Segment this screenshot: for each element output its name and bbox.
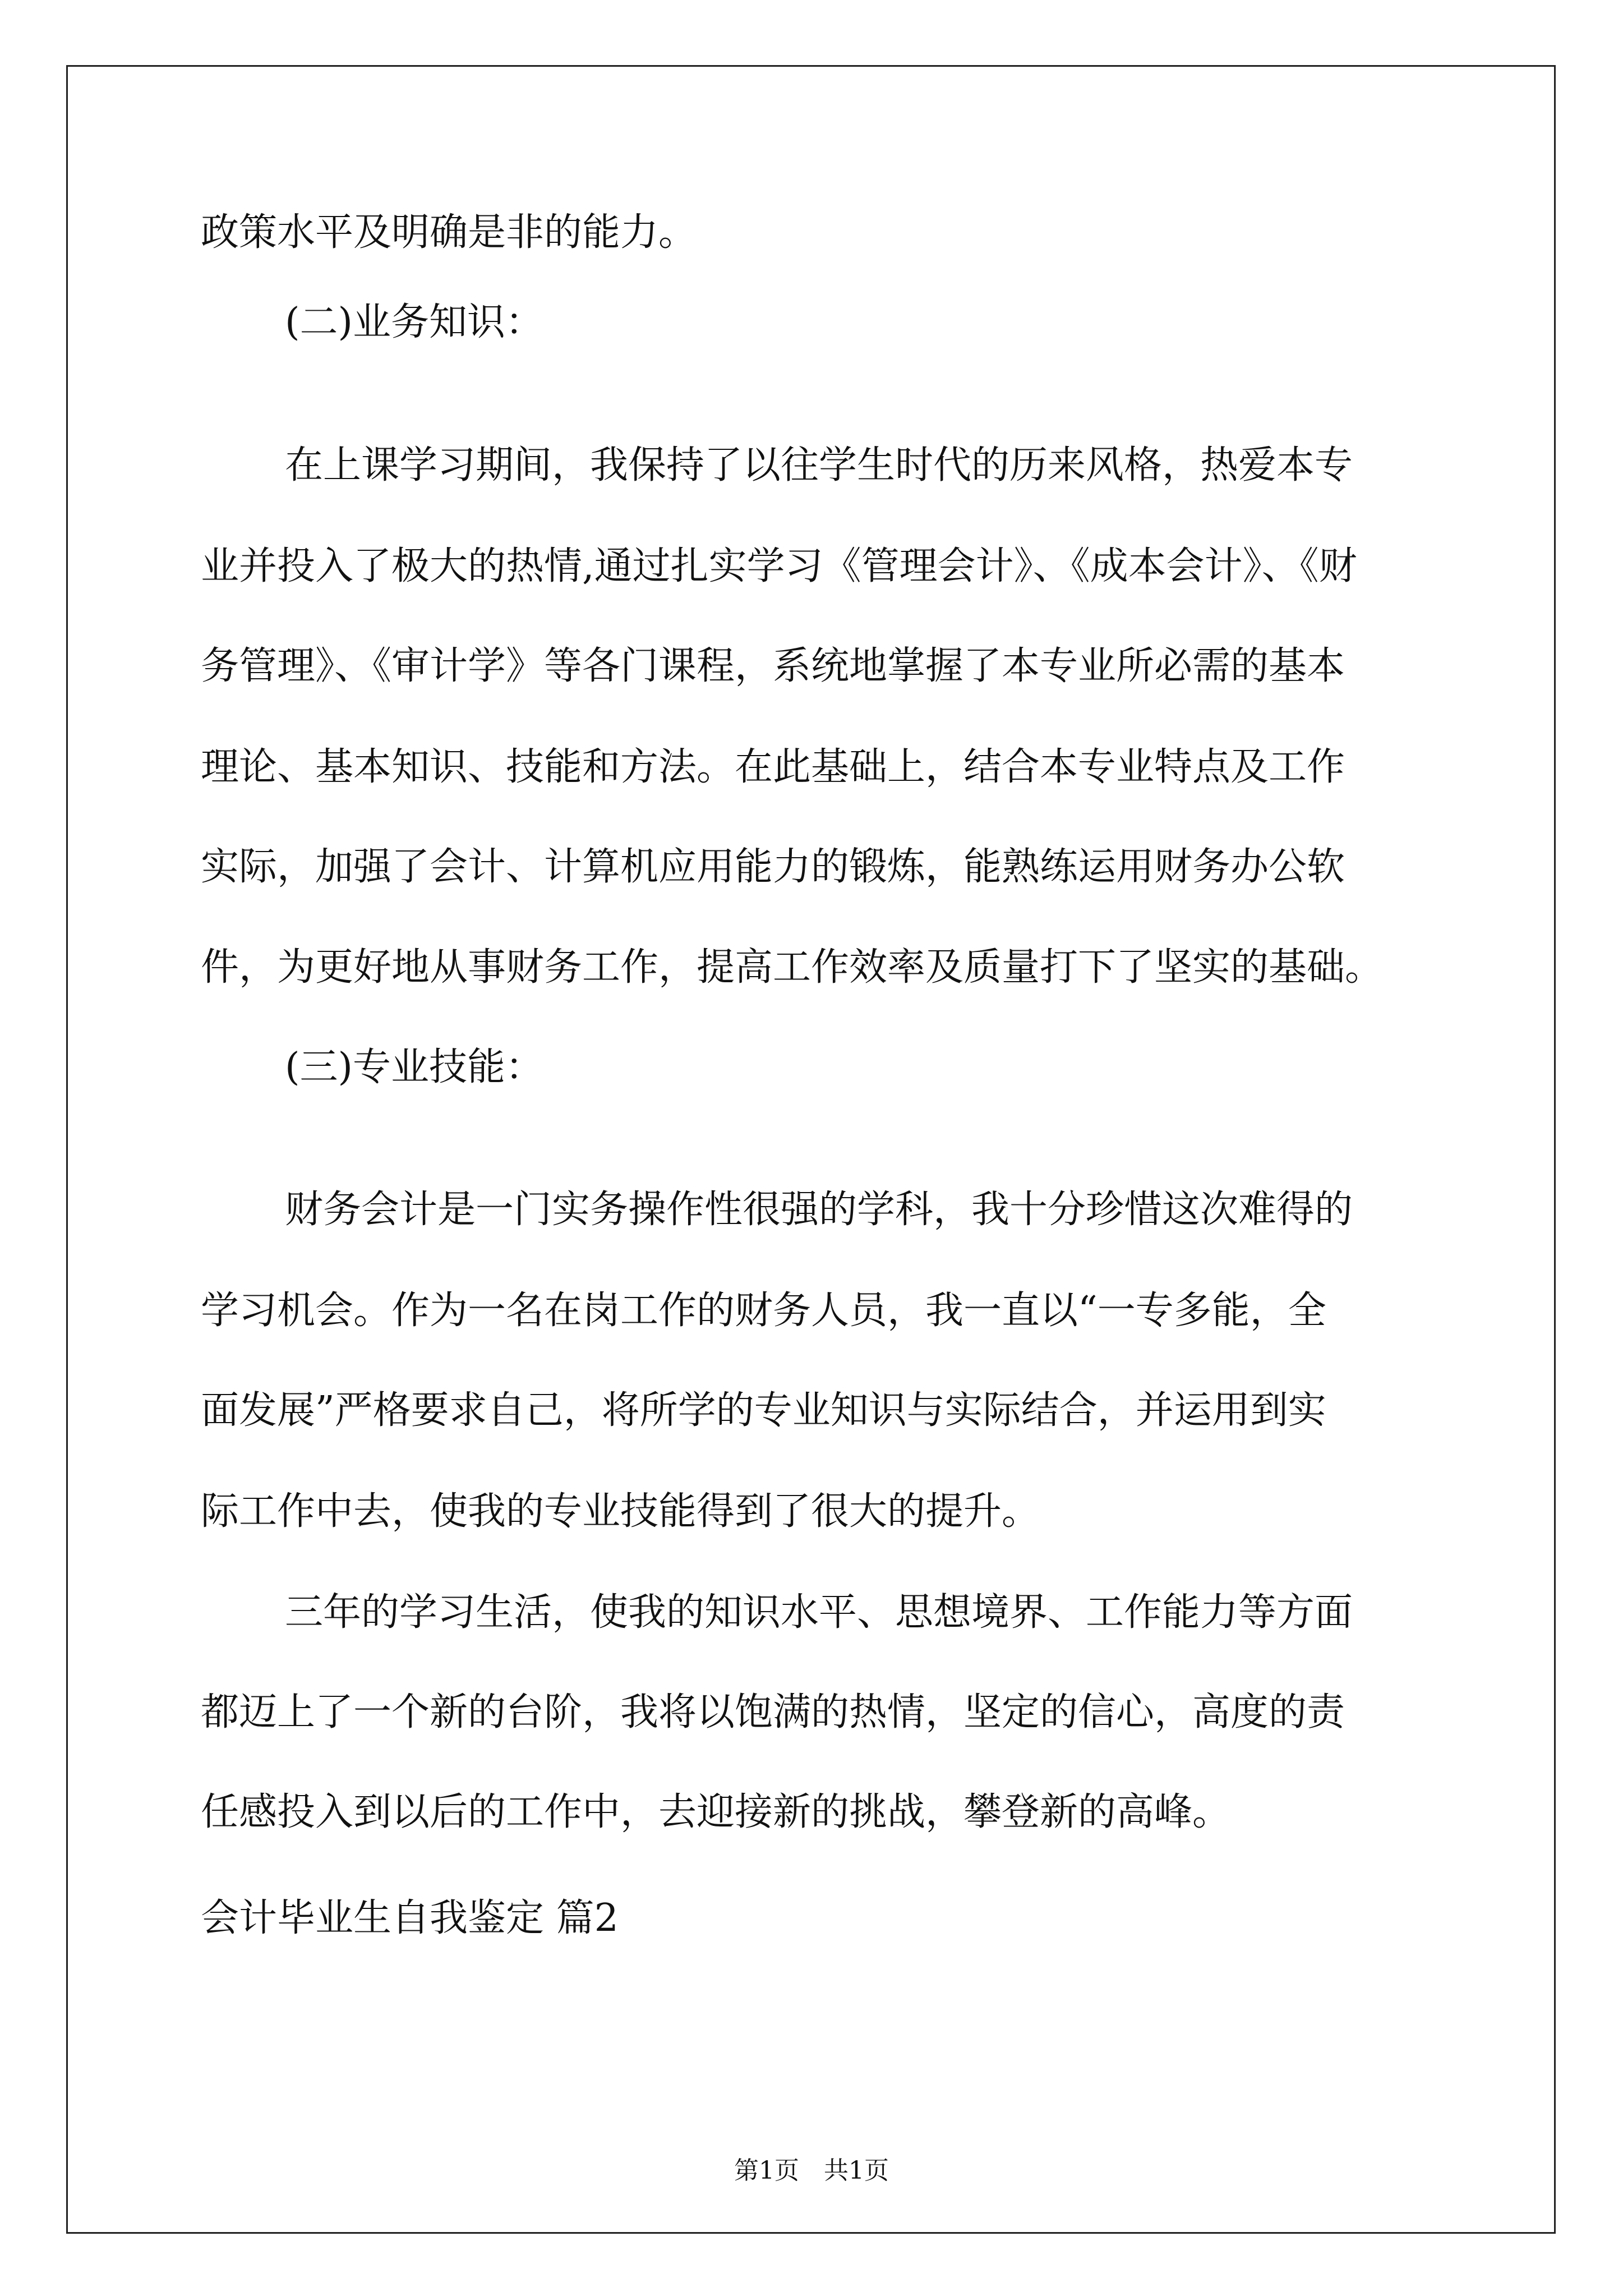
page-footer: 第1页 共1页 [734,2156,889,2185]
paragraph-line: 业并投入了极大的热情,通过扎实学习《管理会计》、《成本会计》、《财 [201,544,1357,588]
paragraph-line: 实际，加强了会计、计算机应用能力的锻炼，能熟练运用财务办公软 [201,845,1345,889]
paragraph-line: 财务会计是一门实务操作性很强的学科，我十分珍惜这次难得的 [285,1188,1353,1232]
paragraph-line: 际工作中去，使我的专业技能得到了很大的提升。 [201,1489,1040,1534]
section-heading: (二)业务知识： [285,300,544,344]
paragraph-line: 件，为更好地从事财务工作，提高工作效率及质量打下了坚实的基础。 [201,945,1384,990]
paragraph-line: 理论、基本知识、技能和方法。在此基础上，结合本专业特点及工作 [201,745,1345,789]
paragraph-line: 学习机会。作为一名在岗工作的财务人员，我一直以“一专多能，全 [201,1289,1326,1333]
article-title: 会计毕业生自我鉴定 篇2 [201,1896,619,1940]
section-heading: (三)专业技能： [285,1045,544,1089]
paragraph-line: 务管理》、《审计学》等各门课程，系统地掌握了本专业所必需的基本 [201,644,1345,688]
paragraph-line: 在上课学习期间，我保持了以往学生时代的历来风格，热爱本专 [285,443,1353,487]
paragraph-line: 面发展”严格要求自己，将所学的专业知识与实际结合，并运用到实 [201,1388,1326,1433]
paragraph-line: 三年的学习生活，使我的知识水平、思想境界、工作能力等方面 [285,1590,1353,1635]
paragraph-line: 政策水平及明确是非的能力。 [201,210,697,255]
paragraph-line: 都迈上了一个新的台阶，我将以饱满的热情，坚定的信心，高度的责 [201,1690,1345,1734]
paragraph-line: 任感投入到以后的工作中，去迎接新的挑战，攀登新的高峰。 [201,1790,1231,1834]
